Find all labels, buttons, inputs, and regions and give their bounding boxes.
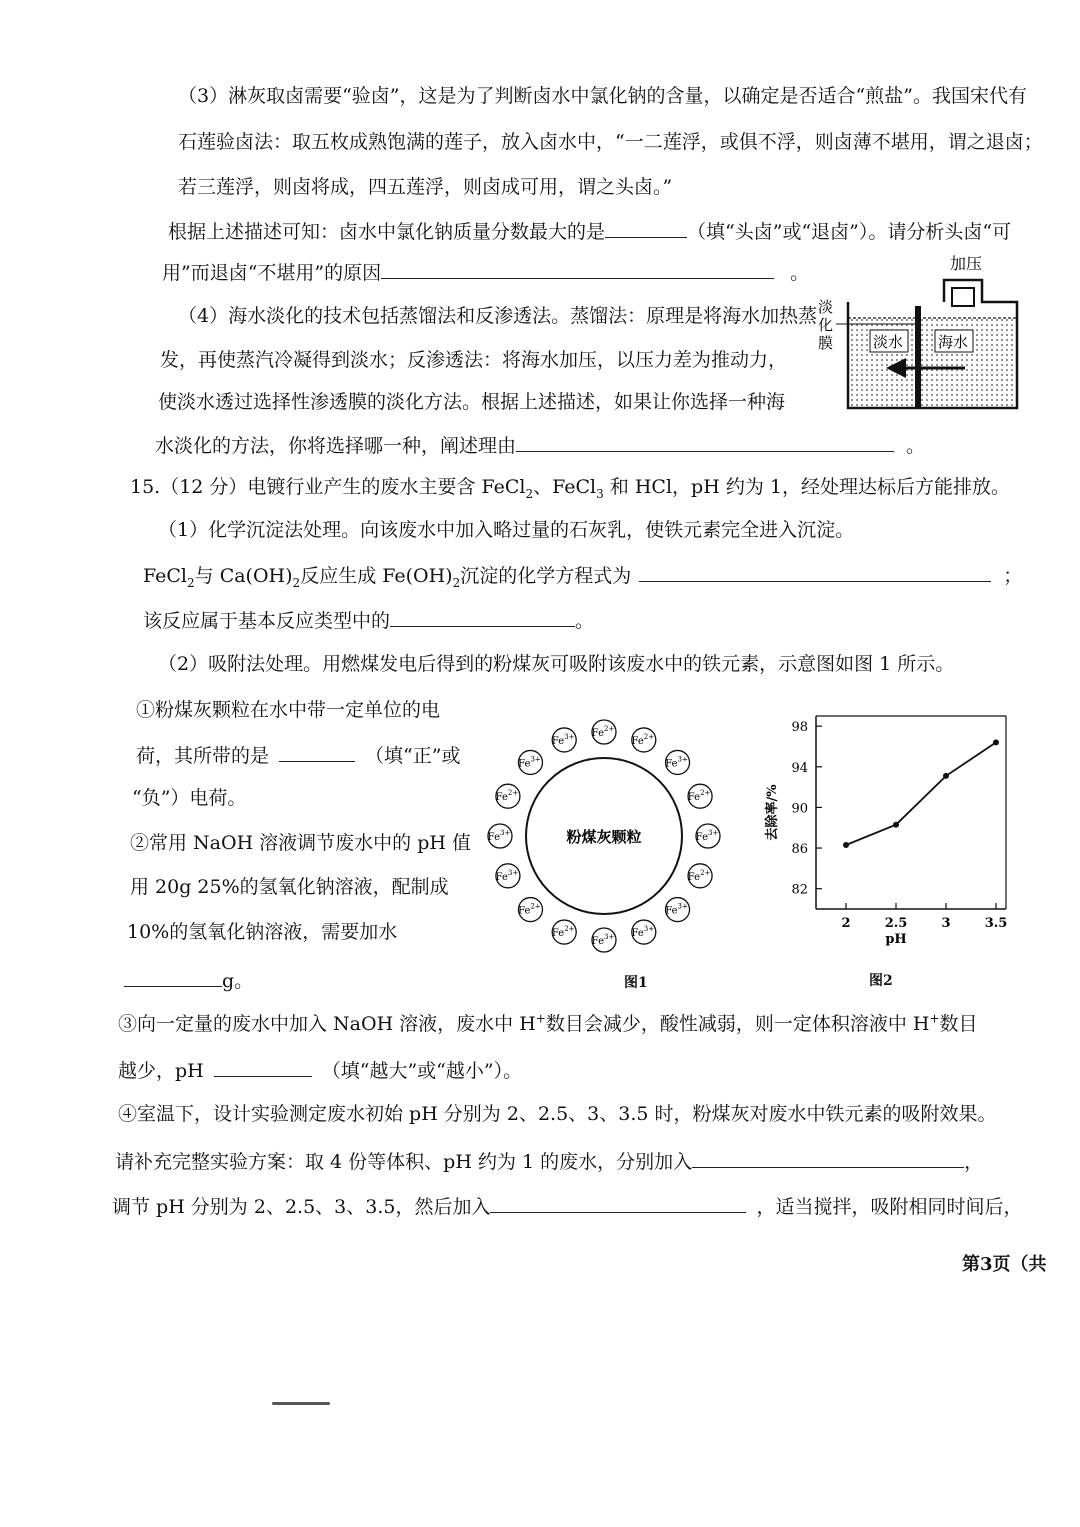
q15-s3-line1 bbox=[118, 1011, 978, 1037]
answer-blank-add-first[interactable] bbox=[692, 1147, 964, 1168]
q14-p4-line3: 使淡水透过选择性渗透膜的淡化方法。根据上述描述，如果让你选择一种海 bbox=[158, 391, 786, 413]
answer-blank-charge[interactable] bbox=[279, 741, 355, 762]
answer-blank-equation[interactable] bbox=[639, 561, 991, 582]
answer-blank-reaction-type[interactable] bbox=[390, 606, 575, 627]
sub-3: 3 bbox=[596, 486, 604, 501]
fe-ion bbox=[552, 920, 576, 944]
q15-s2-line2: 用 20g 25%的氢氧化钠溶液，配制成 bbox=[130, 876, 449, 898]
sub-2: 2 bbox=[452, 575, 461, 590]
q15-s3-line1a: ③向一定量的废水中加入 NaOH 溶液，废水中 H bbox=[118, 1013, 536, 1035]
q15-s1-line2 bbox=[136, 741, 460, 769]
q15-p1-line1: （1）化学沉淀法处理。向该废水中加入略过量的石灰乳，使铁元素完全进入沉淀。 bbox=[158, 519, 855, 541]
q14-p3-line4a: 根据上述描述可知：卤水中氯化钠质量分数最大的是 bbox=[168, 221, 606, 243]
q15-title-a: 15.（12 分）电镀行业产生的废水主要含 FeCl bbox=[130, 476, 526, 498]
fe-ion bbox=[665, 898, 689, 922]
y-tick-label: 82 bbox=[791, 882, 808, 898]
svg-text:Fe3+: $Fe^{3+}$ bbox=[665, 755, 688, 770]
fe-ion bbox=[665, 750, 689, 774]
sup-plus: + bbox=[535, 1011, 546, 1026]
q15-p1-line2a: FeCl bbox=[143, 565, 188, 587]
fe-ion bbox=[631, 920, 655, 944]
q15-s4-line1: ④室温下，设计实验测定废水初始 pH 分别为 2、2.5、3、3.5 时，粉煤灰对废水中铁元素的吸附效果。 bbox=[118, 1103, 997, 1125]
q15-s4-line3a: 调节 pH 分别为 2、2.5、3、3.5，然后加入 bbox=[112, 1196, 491, 1218]
q15-s3-line2a: 越少，pH bbox=[118, 1060, 204, 1082]
q14-p4-line1: （4）海水淡化的技术包括蒸馏法和反渗透法。蒸馏法：原理是将海水加热蒸 bbox=[178, 305, 818, 327]
q15-s4-line2b: ， bbox=[964, 1151, 984, 1173]
q15-s1-line2b: （填“正”或 bbox=[365, 745, 461, 767]
q15-p1-line2c: 反应生成 Fe(OH) bbox=[300, 565, 453, 587]
fe-ion bbox=[688, 784, 712, 808]
data-point bbox=[943, 773, 949, 779]
svg-text:Fe3+: $Fe^{3+}$ bbox=[695, 829, 719, 843]
q15-title-c: 和 HCl，pH 约为 1，经处理达标后方能排放。 bbox=[603, 476, 1010, 498]
q15-s3-line1b: 数目会减少，酸性减弱，则一定体积溶液中 H bbox=[545, 1013, 930, 1035]
answer-blank-desalination-reason[interactable] bbox=[516, 431, 894, 452]
data-point bbox=[843, 842, 849, 848]
svg-text:Fe2+: $Fe^{2+}$ bbox=[518, 902, 541, 917]
sub-2: 2 bbox=[187, 575, 195, 590]
figure-2-removal-rate-chart bbox=[756, 706, 1026, 956]
reverse-osmosis-diagram bbox=[810, 248, 1025, 416]
sub-2: 2 bbox=[525, 486, 534, 501]
q14-p3-line5 bbox=[162, 258, 809, 286]
x-tick-label: 2.5 bbox=[884, 916, 908, 931]
svg-text:Fe3+: $Fe^{3+}$ bbox=[487, 829, 511, 843]
answer-blank-ph-trend[interactable] bbox=[214, 1056, 312, 1077]
fly-ash-particle-label: 粉煤灰颗粒 bbox=[566, 828, 642, 846]
y-tick-label: 98 bbox=[791, 720, 808, 736]
sup-plus: + bbox=[929, 1011, 940, 1026]
answer-blank-water-mass[interactable] bbox=[124, 966, 222, 987]
removal-rate-line bbox=[846, 742, 996, 845]
q14-p4-line4 bbox=[155, 431, 925, 459]
membrane-label-3: 膜 bbox=[818, 334, 834, 352]
q15-s2-line1: ②常用 NaOH 溶液调节废水中的 pH 值 bbox=[130, 832, 471, 854]
q14-p3-line4b: （填“头卤”或“退卤”）。请分析头卤“可 bbox=[687, 221, 1012, 243]
fe-ion bbox=[496, 864, 520, 888]
q15-s4-line3 bbox=[112, 1192, 1022, 1220]
svg-text:Fe3+: $Fe^{3+}$ bbox=[495, 868, 519, 883]
svg-text:Fe2+: $Fe^{2+}$ bbox=[687, 868, 711, 883]
y-axis-label: 去除率/% bbox=[765, 784, 780, 841]
q15-s2-line4 bbox=[124, 966, 253, 994]
q15-s1-line3: “负”）电荷。 bbox=[132, 787, 247, 809]
x-tick-label: 3.5 bbox=[984, 916, 1008, 931]
figure-2-caption: 图2 bbox=[869, 973, 893, 989]
q15-s3-line2 bbox=[118, 1056, 522, 1084]
q15-s2-line3: 10%的氢氧化钠溶液，需要加水 bbox=[127, 921, 398, 943]
q14-p4-line4a: 水淡化的方法，你将选择哪一种，阐述理由 bbox=[155, 435, 517, 457]
x-tick-label: 2 bbox=[841, 916, 851, 931]
q14-p3-line4 bbox=[168, 217, 1011, 245]
y-tick-label: 86 bbox=[791, 842, 808, 858]
data-point bbox=[893, 822, 899, 828]
q15-title bbox=[130, 474, 1010, 500]
q14-p3-line1: （3）淋灰取卤需要“验卤”，这是为了判断卤水中氯化钠的含量，以确定是否适合“煎盐”。我国宋代有 bbox=[178, 85, 1027, 107]
q15-s3-line1c: 数目 bbox=[939, 1013, 978, 1035]
q15-title-b: 、FeCl bbox=[533, 476, 597, 498]
figure-1-caption: 图1 bbox=[624, 975, 648, 991]
fe-ion bbox=[631, 728, 655, 752]
fe-ion bbox=[518, 898, 542, 922]
q15-p1-line3a: 该反应属于基本反应类型中的 bbox=[143, 610, 391, 632]
q15-s3-line2b: （填“越大”或“越小”）。 bbox=[321, 1060, 523, 1082]
scan-mark bbox=[272, 1402, 330, 1405]
q15-p1-line2b: 与 Ca(OH) bbox=[194, 565, 293, 587]
x-tick-label: 3 bbox=[941, 916, 951, 931]
sea-water-label: 海水 bbox=[938, 333, 969, 351]
fe-ion bbox=[552, 728, 576, 752]
q15-s1-line1: ①粉煤灰颗粒在水中带一定单位的电 bbox=[136, 699, 441, 721]
svg-text:Fe2+: $Fe^{2+}$ bbox=[631, 732, 655, 747]
pressure-label: 加压 bbox=[950, 254, 983, 273]
q14-p4-line2: 发，再使蒸汽冷凝得到淡水；反渗透法：将海水加压，以压力差为推动力， bbox=[160, 349, 788, 371]
fe-ion bbox=[696, 824, 720, 848]
fe-ion bbox=[592, 928, 616, 952]
svg-text:Fe3+: $Fe^{3+}$ bbox=[665, 902, 688, 917]
q15-p1-line2 bbox=[143, 561, 1022, 589]
svg-text:Fe3+: $Fe^{3+}$ bbox=[551, 732, 575, 747]
data-point bbox=[993, 739, 999, 745]
fe-ion bbox=[592, 720, 616, 744]
q15-p1-line3 bbox=[143, 606, 594, 634]
q14-p3-line3: 若三莲浮，则卤将成，四五莲浮，则卤成可用，谓之头卤。” bbox=[178, 176, 673, 198]
answer-blank-add-second[interactable] bbox=[490, 1192, 746, 1213]
figure-1-adsorption-diagram bbox=[484, 716, 724, 956]
svg-text:Fe2+: $Fe^{2+}$ bbox=[591, 725, 615, 739]
page-number: 第3页（共 bbox=[962, 1254, 1047, 1275]
q15-s4-line2a: 请补充完整实验方案：取 4 份等体积、pH 约为 1 的废水，分别加入 bbox=[115, 1151, 693, 1173]
sub-2: 2 bbox=[292, 575, 301, 590]
svg-text:Fe3+: $Fe^{3+}$ bbox=[591, 933, 615, 947]
svg-text:Fe2+: $Fe^{2+}$ bbox=[551, 925, 575, 940]
svg-text:Fe2+: $Fe^{2+}$ bbox=[495, 789, 519, 804]
fe-ion bbox=[496, 784, 520, 808]
q14-p3-line2: 石莲验卤法：取五枚成熟饱满的莲子，放入卤水中，“一二莲浮，或俱不浮，则卤薄不堪用，谓之退卤； bbox=[178, 131, 1043, 153]
y-tick-label: 94 bbox=[791, 760, 808, 776]
svg-text:Fe3+: $Fe^{3+}$ bbox=[631, 925, 655, 940]
membrane-label-1: 淡 bbox=[818, 298, 834, 316]
svg-text:Fe3+: $Fe^{3+}$ bbox=[518, 755, 541, 770]
q15-s2-line4-unit: g。 bbox=[222, 970, 254, 992]
x-axis-label: pH bbox=[885, 932, 907, 947]
fe-ion bbox=[488, 824, 512, 848]
membrane-label-2: 化 bbox=[818, 316, 834, 334]
q15-s4-line2 bbox=[115, 1147, 983, 1175]
fresh-water-label: 淡水 bbox=[873, 333, 904, 351]
svg-text:Fe2+: $Fe^{2+}$ bbox=[687, 789, 711, 804]
answer-blank-brine-type[interactable] bbox=[605, 217, 687, 238]
q15-p1-line2e: ； bbox=[1003, 565, 1023, 587]
fe-ion bbox=[688, 864, 712, 888]
q14-p3-line5a: 用”而退卤“不堪用”的原因 bbox=[162, 262, 382, 284]
q14-p4-line4b: 。 bbox=[906, 435, 926, 457]
q15-p1-line3b: 。 bbox=[575, 610, 595, 632]
answer-blank-brine-reason[interactable] bbox=[381, 258, 774, 279]
piston bbox=[952, 288, 974, 306]
q15-s4-line3b: ，适当搅拌，吸附相同时间后， bbox=[756, 1196, 1023, 1218]
q15-p1-line2d: 沉淀的化学方程式为 bbox=[460, 565, 632, 587]
q14-p3-line5b: 。 bbox=[790, 262, 810, 284]
y-tick-label: 90 bbox=[791, 801, 808, 817]
q15-s1-line2a: 荷，其所带的是 bbox=[136, 745, 270, 767]
q15-p2-line1: （2）吸附法处理。用燃煤发电后得到的粉煤灰可吸附该废水中的铁元素，示意图如图 1 所示。 bbox=[158, 653, 955, 675]
fe-ion bbox=[518, 750, 542, 774]
membrane bbox=[915, 306, 921, 408]
